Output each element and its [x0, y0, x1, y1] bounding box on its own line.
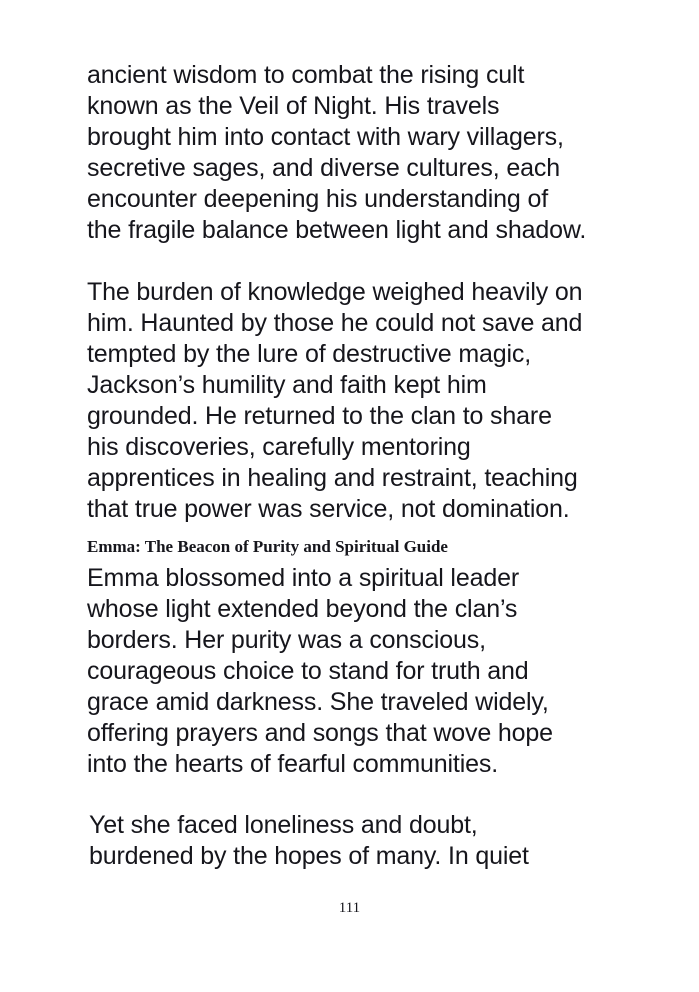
text-line: known as the Veil of Night. His travels — [87, 92, 500, 120]
text-line: encounter deepening his understanding of — [87, 185, 549, 213]
text-line: into the hearts of fearful communities. — [87, 750, 499, 778]
text-line: the fragile balance between light and shadow. — [87, 216, 587, 244]
text-line: burdened by the hopes of many. In quiet — [89, 842, 529, 870]
text-line: apprentices in healing and restraint, teaching — [87, 464, 578, 492]
page-body — [87, 60, 627, 872]
text-line: courageous choice to stand for truth and — [87, 657, 529, 685]
text-line: tempted by the lure of destructive magic, — [87, 340, 532, 368]
paragraph-spacer — [87, 246, 627, 277]
paragraph-emma-leader — [87, 563, 627, 780]
paragraph-jackson-travels — [87, 60, 627, 246]
text-line: whose light extended beyond the clan’s — [87, 595, 518, 623]
text-line: borders. Her purity was a conscious, — [87, 626, 486, 654]
text-line: Jackson’s humility and faith kept him — [87, 371, 487, 399]
text-line: ancient wisdom to combat the rising cult — [87, 61, 525, 89]
text-line: that true power was service, not domination. — [87, 495, 570, 523]
paragraph-jackson-burden — [87, 277, 627, 525]
text-line: The burden of knowledge weighed heavily on — [87, 278, 583, 306]
section-heading: Emma: The Beacon of Purity and Spiritual Guide — [87, 537, 448, 556]
text-line: grounded. He returned to the clan to share — [87, 402, 552, 430]
text-line: brought him into contact with wary villagers, — [87, 123, 564, 151]
paragraph-emma-doubt — [87, 810, 627, 872]
text-line: him. Haunted by those he could not save and — [87, 309, 583, 337]
text-line: secretive sages, and diverse cultures, each — [87, 154, 560, 182]
text-line: Yet she faced loneliness and doubt, — [89, 811, 478, 839]
text-line: offering prayers and songs that wove hope — [87, 719, 553, 747]
text-line: grace amid darkness. She traveled widely, — [87, 688, 549, 716]
paragraph-spacer — [87, 780, 627, 810]
text-line: his discoveries, carefully mentoring — [87, 433, 471, 461]
page-number: 111 — [338, 900, 361, 916]
text-line: Emma blossomed into a spiritual leader — [87, 564, 520, 592]
